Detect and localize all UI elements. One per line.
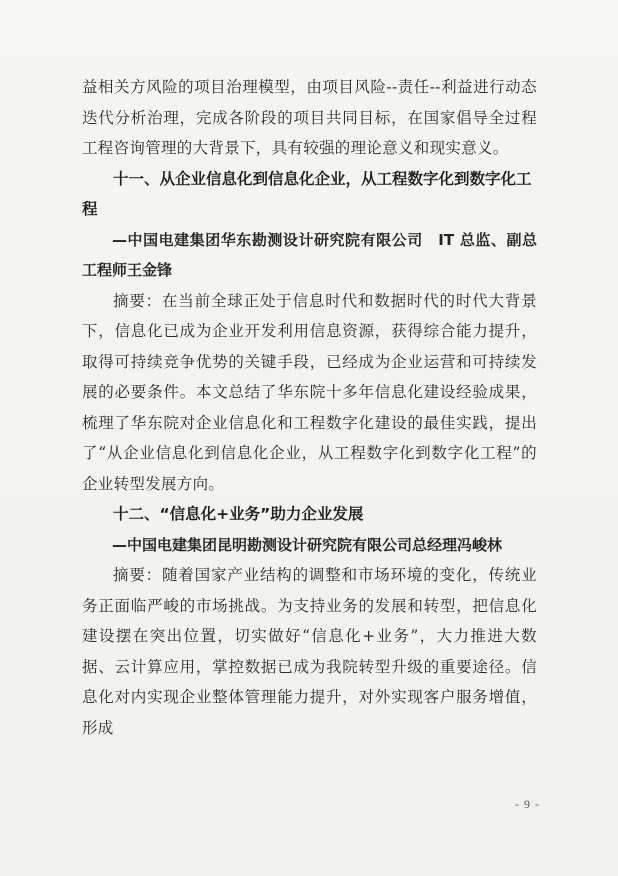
paragraph-continuation: 益相关方风险的项目治理模型，由项目风险--责任--利益进行动态迭代分析治理，完成各阶段的项目共同目标，在国家倡导全过程工程咨询管理的大背景下，具有较强的理论意义和现实意义。 bbox=[82, 78, 537, 157]
abstract-paragraph-11: 摘要：在当前全球正处于信息时代和数据时代的时代大背景下，信息化已成为企业开发利用信息资源，获得综合能力提升，取得可持续竞争优势的关键手段，已经成为企业运营和可持续发展的必要条件。本文总结了华东院十多年信息化建设经验成果，梳理了华东院对企业信息化和工程数字化建设的最佳实践，提出了“从企业信息化到信息化企业，从工程数字化到数字化工程”的企业转型发展方向。 bbox=[82, 291, 537, 493]
author-byline-11: —中国电建集团华东勘测设计研究院有限公司 IT 总监、副总工程师王金锋 bbox=[82, 230, 537, 279]
section-heading-12: 十二、“信息化+业务”助力企业发展 bbox=[113, 505, 364, 523]
author-byline-12: —中国电建集团昆明勘测设计研究院有限公司总经理冯峻林 bbox=[112, 535, 503, 554]
abstract-paragraph-12: 摘要：随着国家产业结构的调整和市场环境的变化，传统业务正面临严峻的市场挑战。为支持业务的发展和转型，把信息化建设摆在突出位置，切实做好“信息化+业务”，大力推进大数据、云计算应用，掌控数据已成为我院转型升级的重要途径。信息化对内实现企业整体管理能力提升，对外实现客户服务增值，形成 bbox=[82, 566, 537, 737]
page-number: - 9 - bbox=[515, 797, 540, 811]
section-heading-11: 十一、从企业信息化到信息化企业，从工程数字化到数字化工程 bbox=[82, 169, 532, 218]
page-content bbox=[82, 72, 537, 743]
